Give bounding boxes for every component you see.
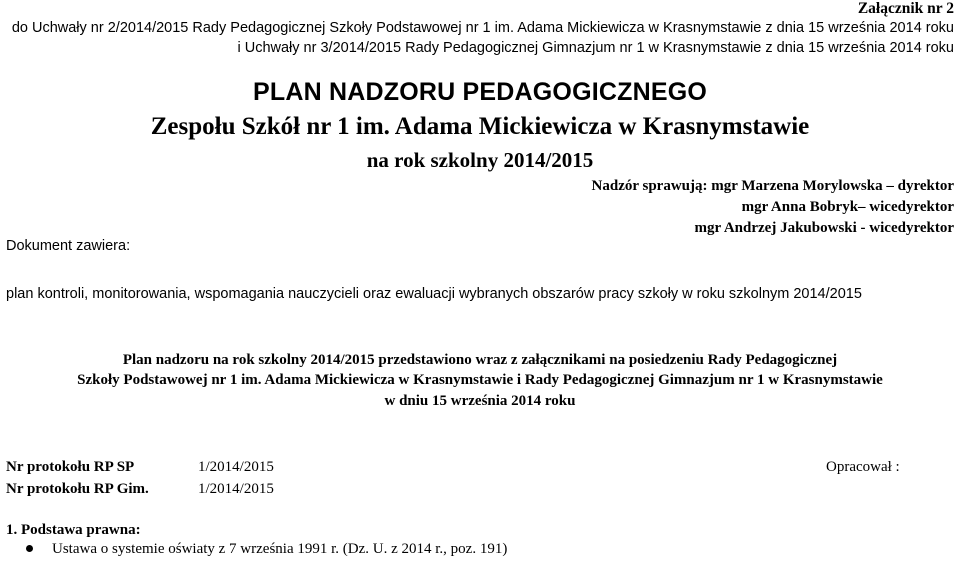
school-year-title: na rok szkolny 2014/2015: [366, 148, 594, 172]
legal-basis-item: Ustawa o systemie oświaty z 7 września 1991 r. (Dz. U. z 2014 r., poz. 191): [52, 541, 508, 557]
protocol-sp-value: 1/2014/2015: [198, 459, 274, 475]
protocol-gim-value: 1/2014/2015: [198, 481, 274, 497]
document-contents-description: plan kontroli, monitorowania, wspomagania nauczycieli oraz ewaluacji wybranych obszarów pracy szkoły w roku szkolnym 2014/2015: [6, 286, 862, 302]
school-name-title: Zespołu Szkół nr 1 im. Adama Mickiewicza w Krasnymstawie: [150, 113, 810, 140]
presentation-line-1: Plan nadzoru na rok szkolny 2014/2015 przedstawiono wraz z załącznikami na posiedzeniu Rady Pedagogicznej: [122, 352, 838, 368]
resolution-line-2: i Uchwały nr 3/2014/2015 Rady Pedagogicznej Gimnazjum nr 1 w Krasnymstawie z dnia 15 września 2014 roku: [237, 40, 954, 56]
presentation-line-3: w dniu 15 września 2014 roku: [384, 393, 576, 409]
supervision-vice-director-2: mgr Andrzej Jakubowski - wicedyrektor: [694, 220, 954, 236]
prepared-by-label: Opracował :: [826, 459, 900, 475]
protocol-sp-label: Nr protokołu RP SP: [6, 459, 135, 475]
legal-basis-heading: 1. Podstawa prawna:: [6, 522, 141, 538]
resolution-line-1: do Uchwały nr 2/2014/2015 Rady Pedagogicznej Szkoły Podstawowej nr 1 im. Adama Mickiewicza w Krasnymstawie z dnia 15 września 2014 roku: [11, 20, 954, 36]
supervision-vice-director-1: mgr Anna Bobryk– wicedyrektor: [741, 199, 954, 215]
document-contents-label: Dokument zawiera:: [6, 238, 131, 254]
bullet-icon: [26, 545, 33, 552]
presentation-line-2: Szkoły Podstawowej nr 1 im. Adama Mickiewicza w Krasnymstawie i Rady Pedagogicznej Gimnazjum nr 1 w Krasnymstawie: [77, 372, 883, 388]
protocol-gim-label: Nr protokołu RP Gim.: [6, 481, 149, 497]
supervision-director: Nadzór sprawują: mgr Marzena Morylowska – dyrektor: [591, 178, 954, 194]
document-title: PLAN NADZORU PEDAGOGICZNEGO: [252, 78, 708, 106]
attachment-label: Załącznik nr 2: [857, 0, 954, 17]
